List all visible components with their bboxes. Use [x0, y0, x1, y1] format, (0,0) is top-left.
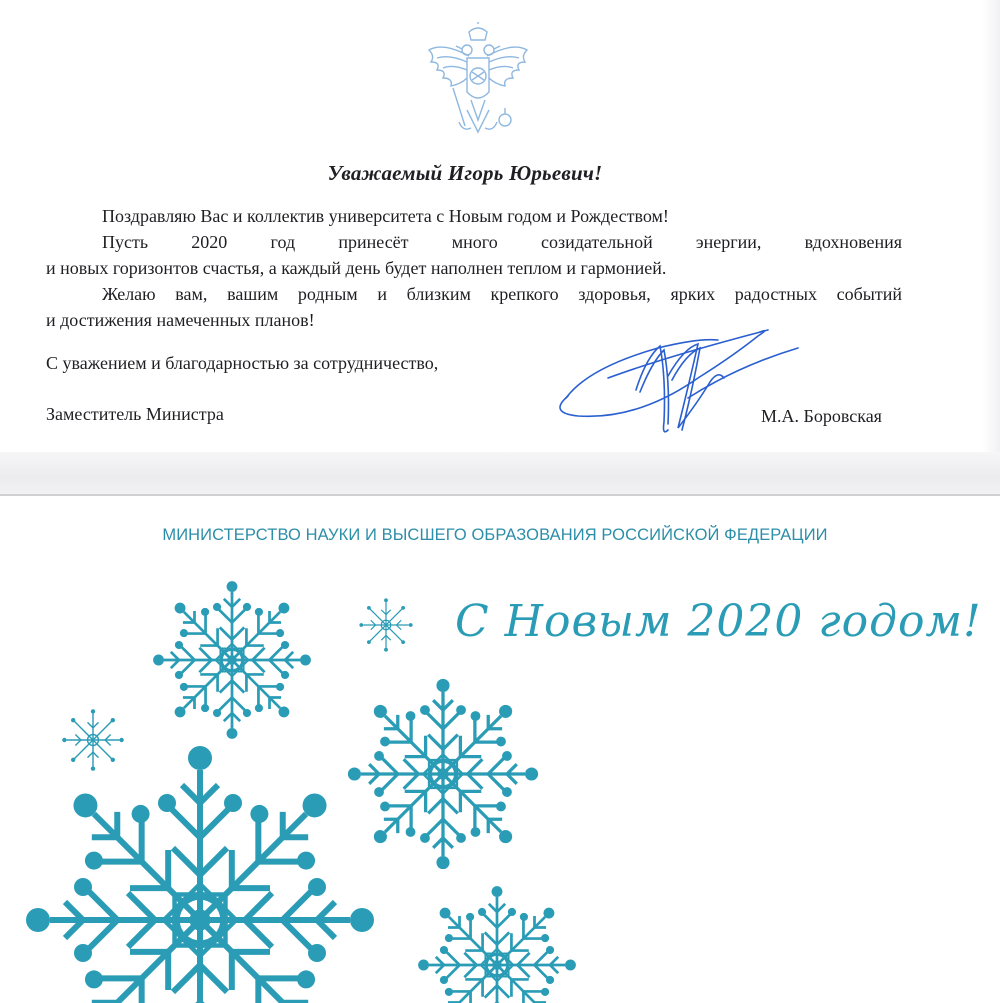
greeting-heading: Уважаемый Игорь Юрьевич!	[327, 161, 603, 185]
letter-line-1: Поздравляю Вас и коллектив университета с Новым годом и Рождеством!	[102, 206, 669, 226]
signature-icon	[548, 318, 808, 443]
sheet-edge	[982, 0, 1000, 470]
ministry-title: МИНИСТЕРСТВО НАУКИ И ВЫСШЕГО ОБРАЗОВАНИЯ РОССИЙСКОЙ ФЕДЕРАЦИИ	[162, 526, 828, 544]
emblem-icon	[423, 22, 533, 140]
signer-name: М.А. Боровская	[761, 406, 882, 426]
snowflake-medium-center	[348, 679, 538, 869]
closing-phrase: С уважением и благодарностью за сотрудничество,	[46, 353, 439, 373]
letter-line-3: и новых горизонтов счастья, а каждый день будет наполнен теплом и гармонией.	[46, 258, 667, 278]
snowflake-icon	[0, 560, 1000, 1003]
fold-shadow	[0, 452, 1000, 498]
signer-position: Заместитель Министра	[46, 404, 224, 424]
letter-line-4: Желаю вам, вашим родным и близким крепкого здоровья, ярких радостных событий	[102, 284, 902, 304]
letter-line-5: и достижения намеченных планов!	[46, 310, 315, 330]
snowflake-large	[26, 746, 374, 1003]
new-year-title: С Новым 2020 годом!	[455, 596, 982, 647]
snowflake-tiny-top	[359, 598, 412, 651]
snowflake-small-bottom	[418, 886, 576, 1003]
snowflake-tiny-left	[62, 709, 124, 771]
letter-line-2: Пусть 2020 год принесёт много созидательной энергии, вдохновения	[102, 232, 902, 252]
snowflake-medium-top	[153, 581, 311, 739]
